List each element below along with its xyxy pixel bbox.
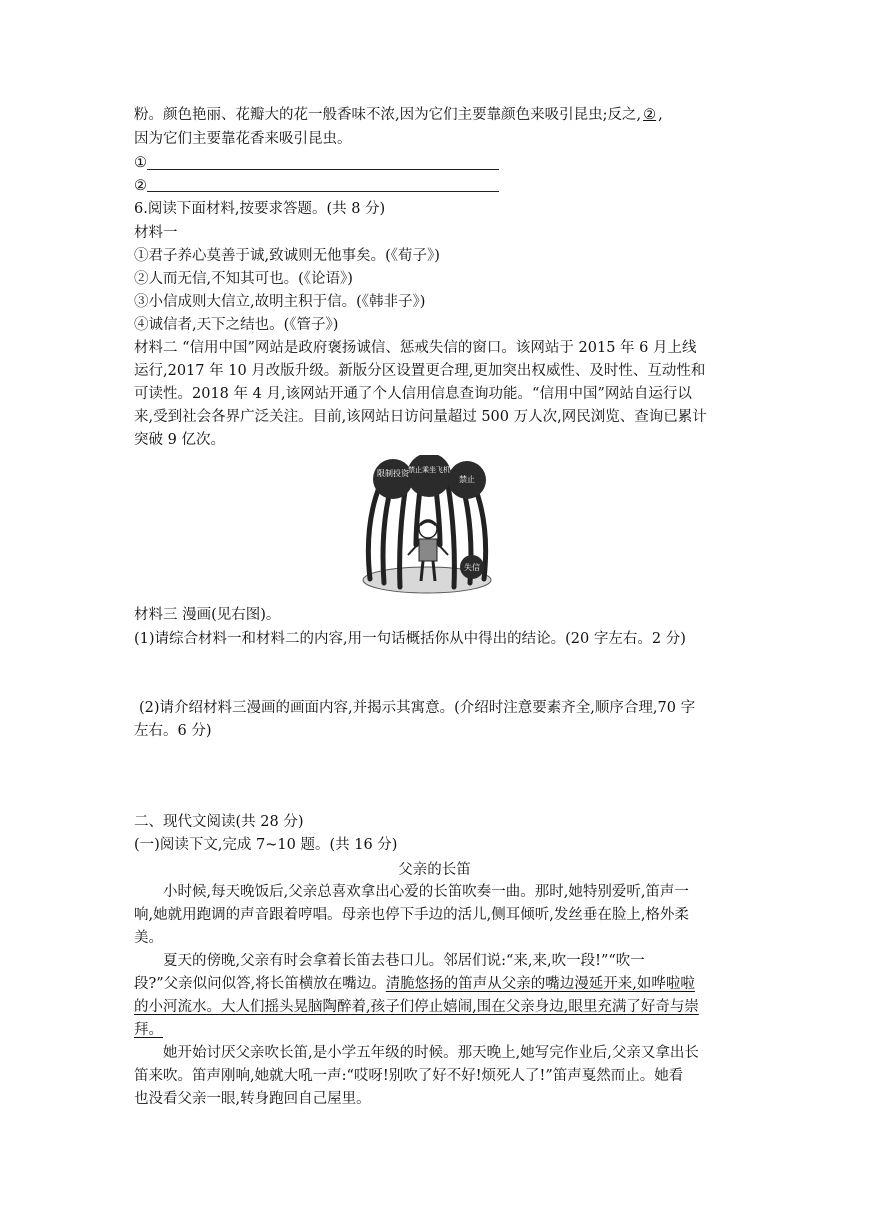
answer-label-2: ② <box>134 178 147 194</box>
story-line: 她开始讨厌父亲吹长笛,是小学五年级的时候。那天晚上,她写完作业后,父亲又拿出长 <box>163 1045 699 1061</box>
material-1-title: 材料一 <box>134 225 178 241</box>
material-3: 材料三 漫画(见右图)。 <box>134 607 281 623</box>
para-line <box>134 105 663 125</box>
story-line: 美。 <box>134 930 163 946</box>
story-line: 响,她就用跑调的声音跟着哼唱。母亲也停下手边的活儿,侧耳倾听,发丝垂在脸上,格外柔 <box>134 907 689 923</box>
answer-line-1 <box>147 169 499 170</box>
section-heading: 二、现代文阅读(共 28 分) <box>134 814 304 830</box>
underlined-sentence: 清脆悠扬的笛声从父亲的嘴边漫延开来,如哗啦啦 <box>385 976 695 992</box>
story-line: 也没看父亲一眼,转身跑回自己屋里。 <box>134 1091 371 1107</box>
section-subheading: (一)阅读下文,完成 7~10 题。(共 16 分) <box>134 837 398 853</box>
q6-heading: 6.阅读下面材料,按要求答题。(共 8 分) <box>134 201 386 217</box>
story-line: 笛来吹。笛声刚响,她就大吼一声:“哎呀!别吹了好不好!烦死人了!”笛声戛然而止。她看 <box>134 1068 684 1084</box>
story-title: 父亲的长笛 <box>398 862 471 878</box>
cartoon-image <box>360 455 495 595</box>
answer-label-1: ① <box>134 155 147 171</box>
subquestion-2: (2)请介绍材料三漫画的画面内容,并揭示其寓意。(介绍时注意要素齐全,顺序合理,70 字 <box>139 700 696 716</box>
para-line: 因为它们主要靠花香来吸引昆虫。 <box>134 131 352 147</box>
cartoon-label: 限制投资 <box>377 469 409 478</box>
cartoon-label: 禁止乘坐飞机 <box>408 466 450 474</box>
quote-item: ④诚信者,天下之结也。(《管子》) <box>134 317 339 333</box>
story-text: 段?”父亲似问似答,将长笛横放在嘴边。 <box>134 976 386 992</box>
material-2-line: 运行,2017 年 10 月改版升级。新版分区设置更合理,更加突出权威性、及时性、互动性和 <box>134 363 706 379</box>
stamp-circle <box>373 459 413 499</box>
quote-item: ②人而无信,不知其可也。(《论语》) <box>134 271 353 287</box>
blank-2: ② <box>643 107 657 123</box>
subquestion-2-cont: 左右。6 分) <box>134 723 212 739</box>
story-line <box>134 974 695 994</box>
quote-item: ①君子养心莫善于诚,致诚则无他事矣。(《荀子》) <box>134 248 440 264</box>
underlined-sentence: 的小河流水。大人们摇头晃脑陶醉着,孩子们停止嬉闹,围在父亲身边,眼里充满了好奇与崇 <box>134 999 699 1015</box>
material-2-line: 突破 9 亿次。 <box>134 432 225 448</box>
story-line: 夏天的傍晚,父亲有时会拿着长笛去巷口儿。邻居们说:“来,来,吹一段!”“吹一 <box>163 953 645 969</box>
underlined-sentence: 拜。 <box>134 1022 163 1038</box>
material-2-line: 可读性。2018 年 4 月,该网站开通了个人信用信息查询功能。“信用中国”网站自运行以 <box>134 386 692 402</box>
material-2-line: 材料二 “信用中国”网站是政府褒扬诚信、惩戒失信的窗口。该网站于 2015 年 6 月上线 <box>134 340 697 356</box>
story-line: 小时候,每天晚饭后,父亲总喜欢拿出心爱的长笛吹奏一曲。那时,她特别爱听,笛声一 <box>163 884 689 900</box>
answer-line-2 <box>147 191 499 192</box>
subquestion-1: (1)请综合材料一和材料二的内容,用一句话概括你从中得出的结论。(20 字左右。2 分) <box>134 631 686 647</box>
material-2-line: 来,受到社会各界广泛关注。目前,该网站日访问量超过 500 万人次,网民浏览、查询已累计 <box>134 409 707 425</box>
cartoon-label: 禁止 <box>459 475 475 484</box>
cartoon-label: 失信 <box>464 563 480 572</box>
quote-item: ③小信成则大信立,故明主积于信。(《韩非子》) <box>134 294 426 310</box>
para-text: 粉。颜色艳丽、花瓣大的花一般香味不浓,因为它们主要靠颜色来吸引昆虫;反之, <box>134 107 642 123</box>
para-text: , <box>658 107 663 123</box>
stamp-circle <box>407 455 451 497</box>
